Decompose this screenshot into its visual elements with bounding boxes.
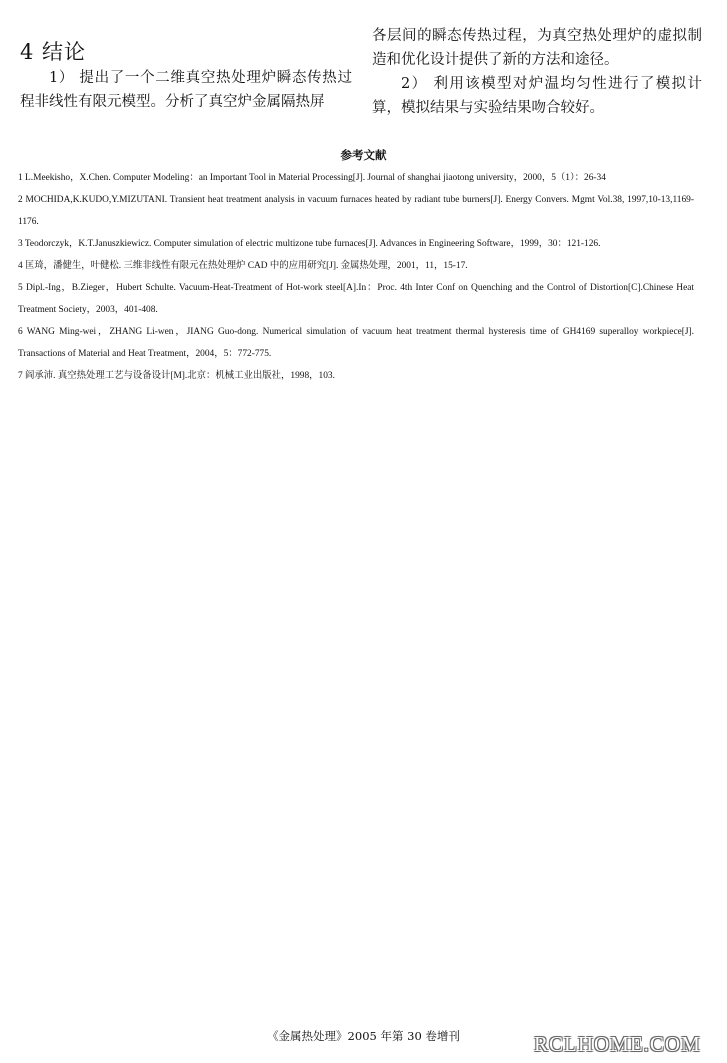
conclusion-paragraph-1-continued: 各层间的瞬态传热过程，为真空热处理炉的虚拟制造和优化设计提供了新的方法和途径。 — [372, 28, 702, 68]
conclusion-paragraph-1: 1） 提出了一个二维真空热处理炉瞬态传热过程非线性有限元模型。分析了真空炉金属隔热屏 — [20, 70, 352, 110]
reference-item: 1 L.Meekisho，X.Chen. Computer Modeling：an Important Tool in Material Processing[J]. Journal of shanghai jiaotong university，2000，5（1）：26-34 — [18, 173, 606, 183]
conclusion-paragraph-2: 2） 利用该模型对炉温均匀性进行了模拟计算，模拟结果与实验结果吻合较好。 — [372, 76, 702, 116]
references-title: 参考文献 — [340, 148, 387, 162]
reference-item: 6 WANG Ming-wei，ZHANG Li-wen，JIANG Guo-dong. Numerical simulation of vacuum heat treatment thermal hysteresis time of GH4169 superalloy workpiece[J]. Transactions of Material and Heat Treatment，2004，5：772-775. — [18, 327, 694, 359]
section-heading: 4 结论 — [20, 40, 87, 64]
left-column — [20, 66, 352, 114]
reference-item: 2 MOCHIDA,K.KUDO,Y.MIZUTANI. Transient heat treatment analysis in vacuum furnaces heated by radiant tube burners[J]. Energy Convers. Mgmt Vol.38, 1997,10-13,1169-1176. — [18, 195, 694, 227]
reference-item: 4 匡琦，潘健生，叶健松. 三维非线性有限元在热处理炉 CAD 中的应用研究[J]. 金属热处理，2001，11，15-17. — [18, 261, 468, 271]
site-watermark: RCLHOME.COM — [534, 1032, 701, 1056]
reference-item: 7 阎承沛. 真空热处理工艺与设备设计[M].北京：机械工业出版社，1998，103. — [18, 371, 335, 381]
right-column — [372, 24, 702, 120]
reference-item: 3 Teodorczyk，K.T.Januszkiewicz. Computer simulation of electric multizone tube furnaces[J]. Advances in Engineering Software，1999，30：121-126. — [18, 239, 601, 249]
journal-footer: 《金属热处理》2005 年第 30 卷增刊 — [267, 1029, 460, 1043]
references-list — [18, 167, 694, 387]
reference-item: 5 Dipl.-Ing，B.Zieger，Hubert Schulte. Vacuum-Heat-Treatment of Hot-work steel[A].In：Proc. 4th Inter Conf on Quenching and the Control of Distortion[C].Chinese Heat Treatment Society，2003，401-408. — [18, 283, 694, 315]
